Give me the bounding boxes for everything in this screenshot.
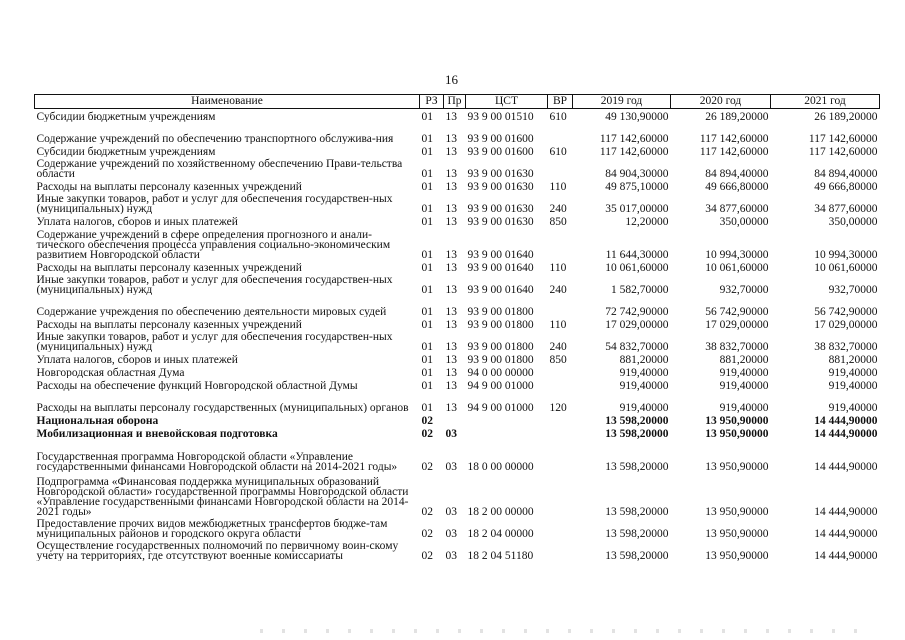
cell-name: Содержание учреждений в сфере определения прогнозного и анали-тического обеспечения процесса управления социально-экономическим развитием Новгородской области xyxy=(36,229,391,260)
cell-cst: 93 9 00 01510 xyxy=(467,111,534,122)
table-row xyxy=(35,192,880,214)
cell-cst xyxy=(466,426,548,439)
cell-pr: 03 xyxy=(445,461,457,472)
cell-pr: 13 xyxy=(445,402,457,413)
table-row xyxy=(35,227,880,260)
cell-2020: 117 142,60000 xyxy=(699,146,769,157)
table-row xyxy=(35,391,880,413)
cell-rz: 01 xyxy=(421,284,433,295)
cell-name: Расходы на выплаты персоналу казенных учреждений xyxy=(36,262,302,273)
cell-rz: 02 xyxy=(421,550,433,561)
cell-rz: 02 xyxy=(421,428,433,439)
table-row xyxy=(35,109,880,123)
cell-2020: 919,40000 xyxy=(719,402,769,413)
scan-artifact xyxy=(260,629,860,633)
cell-2019: 11 644,30000 xyxy=(605,249,669,260)
cell-rz: 01 xyxy=(421,181,433,192)
cell-2021: 919,40000 xyxy=(828,367,878,378)
cell-2019: 919,40000 xyxy=(619,402,669,413)
cell-vr: 850 xyxy=(549,354,567,365)
cell-rz: 01 xyxy=(421,341,433,352)
cell-2020: 34 877,60000 xyxy=(705,203,769,214)
cell-2021: 14 444,90000 xyxy=(814,428,878,439)
cell-cst: 94 9 00 01000 xyxy=(467,380,534,391)
cell-2019: 49 130,90000 xyxy=(605,111,669,122)
cell-2019: 117 142,60000 xyxy=(599,146,669,157)
cell-2020: 84 894,40000 xyxy=(705,168,769,179)
cell-rz: 01 xyxy=(421,203,433,214)
cell-cst: 93 9 00 01630 xyxy=(467,216,534,227)
cell-2019: 54 832,70000 xyxy=(605,341,669,352)
cell-rz: 02 xyxy=(421,415,433,426)
cell-vr xyxy=(548,413,573,426)
cell-rz: 01 xyxy=(421,306,433,317)
cell-pr: 13 xyxy=(445,380,457,391)
cell-pr: 03 xyxy=(445,550,457,561)
cell-pr: 13 xyxy=(445,284,457,295)
cell-vr xyxy=(548,227,573,260)
cell-pr: 13 xyxy=(445,146,457,157)
cell-pr xyxy=(444,413,466,426)
cell-rz: 01 xyxy=(421,402,433,413)
cell-pr: 03 xyxy=(445,506,457,517)
cell-2021: 14 444,90000 xyxy=(814,461,878,472)
cell-vr: 610 xyxy=(549,146,567,157)
cell-rz: 01 xyxy=(421,367,433,378)
cell-2021: 49 666,80000 xyxy=(814,181,878,192)
cell-name: Субсидии бюджетным учреждениям xyxy=(36,111,216,122)
cell-cst xyxy=(466,413,548,426)
cell-2021: 117 142,60000 xyxy=(808,146,878,157)
cell-2020: 919,40000 xyxy=(719,380,769,391)
cell-cst: 18 2 04 51180 xyxy=(467,550,534,561)
cell-vr: 240 xyxy=(549,203,567,214)
cell-2019: 13 598,20000 xyxy=(605,528,669,539)
table-row xyxy=(35,122,880,144)
cell-2020: 10 061,60000 xyxy=(705,262,769,273)
cell-2021: 56 742,90000 xyxy=(814,306,878,317)
cell-name: Содержание учреждения по обеспечению деятельности мировых судей xyxy=(36,306,387,317)
cell-pr: 13 xyxy=(445,319,457,330)
cell-cst: 93 9 00 01640 xyxy=(467,262,534,273)
cell-rz: 01 xyxy=(421,133,433,144)
cell-2020: 17 029,00000 xyxy=(705,319,769,330)
cell-2019: 13 598,20000 xyxy=(605,461,669,472)
cell-rz: 02 xyxy=(421,506,433,517)
table-row xyxy=(35,539,880,561)
cell-2020: 56 742,90000 xyxy=(705,306,769,317)
table-row xyxy=(35,426,880,439)
cell-2019: 13 598,20000 xyxy=(605,506,669,517)
cell-2020: 350,00000 xyxy=(719,216,769,227)
cell-name: Государственная программа Новгородской области «Управление государственными финансами Новгородской области на 2014-2021 годы» xyxy=(36,451,398,472)
cell-2019: 84 904,30000 xyxy=(605,168,669,179)
cell-name: Расходы на выплаты персоналу государственных (муниципальных) органов xyxy=(36,402,409,413)
cell-vr: 110 xyxy=(549,319,567,330)
cell-cst: 93 9 00 01640 xyxy=(467,284,534,295)
cell-2021: 14 444,90000 xyxy=(814,415,878,426)
cell-2021: 919,40000 xyxy=(828,380,878,391)
cell-vr xyxy=(548,439,573,472)
cell-pr: 13 xyxy=(445,354,457,365)
cell-2020: 117 142,60000 xyxy=(699,133,769,144)
table-row xyxy=(35,365,880,378)
cell-vr xyxy=(548,378,573,391)
cell-vr xyxy=(548,157,573,179)
cell-2021: 10 994,30000 xyxy=(814,249,878,260)
cell-vr: 240 xyxy=(549,341,567,352)
cell-rz: 01 xyxy=(421,249,433,260)
table-row xyxy=(35,179,880,192)
cell-cst: 93 9 00 01630 xyxy=(467,168,534,179)
cell-name: Национальная оборона xyxy=(36,415,159,426)
cell-name: Подпрограмма «Финансовая поддержка муниципальных образований Новгородской области» государственной программы Новгородской области «Управление государственными финансами Новгородской области на 2014-2021 годы» xyxy=(36,476,409,517)
cell-2020: 13 950,90000 xyxy=(705,415,769,426)
cell-vr xyxy=(548,517,573,539)
cell-2020: 13 950,90000 xyxy=(705,528,769,539)
cell-2020: 881,20000 xyxy=(719,354,769,365)
cell-vr xyxy=(548,295,573,317)
cell-rz: 01 xyxy=(421,146,433,157)
table-row xyxy=(35,273,880,295)
cell-2019: 1 582,70000 xyxy=(611,284,669,295)
cell-pr: 13 xyxy=(445,216,457,227)
cell-2019: 49 875,10000 xyxy=(605,181,669,192)
cell-name: Иные закупки товаров, работ и услуг для обеспечения государствен-ных (муниципальных) нужд xyxy=(36,331,393,352)
cell-cst: 18 0 00 00000 xyxy=(467,461,534,472)
table-row xyxy=(35,214,880,227)
table-row xyxy=(35,260,880,273)
cell-pr: 13 xyxy=(445,203,457,214)
cell-2019: 881,20000 xyxy=(619,354,669,365)
cell-rz: 02 xyxy=(421,528,433,539)
cell-name: Содержание учреждений по обеспечению транспортного обслужива-ния xyxy=(36,133,394,144)
col-header-2021: 2021 год xyxy=(771,95,880,109)
budget-table xyxy=(34,94,880,561)
table-row xyxy=(35,413,880,426)
table-row xyxy=(35,144,880,157)
cell-name: Расходы на выплаты персоналу казенных учреждений xyxy=(36,319,302,330)
table-row xyxy=(35,352,880,365)
cell-name: Содержание учреждений по хозяйственному обеспечению Прави-тельства области xyxy=(36,158,403,179)
cell-2019: 919,40000 xyxy=(619,367,669,378)
cell-name: Уплата налогов, сборов и иных платежей xyxy=(36,216,238,227)
cell-name: Мобилизационная и вневойсковая подготовка xyxy=(36,428,278,439)
table-row xyxy=(35,157,880,179)
cell-2019: 13 598,20000 xyxy=(605,550,669,561)
cell-cst: 18 2 00 00000 xyxy=(467,506,534,517)
table-body xyxy=(35,109,880,562)
cell-2020: 13 950,90000 xyxy=(705,428,769,439)
cell-name: Иные закупки товаров, работ и услуг для обеспечения государствен-ных (муниципальных) нужд xyxy=(36,193,393,214)
cell-vr: 240 xyxy=(549,284,567,295)
cell-2021: 34 877,60000 xyxy=(814,203,878,214)
cell-pr: 13 xyxy=(445,111,457,122)
cell-pr: 03 xyxy=(445,528,457,539)
cell-vr xyxy=(548,426,573,439)
cell-2021: 17 029,00000 xyxy=(814,319,878,330)
cell-2019: 13 598,20000 xyxy=(605,428,669,439)
cell-vr: 850 xyxy=(549,216,567,227)
cell-cst: 93 9 00 01800 xyxy=(467,306,534,317)
cell-2020: 10 994,30000 xyxy=(705,249,769,260)
cell-2021: 38 832,70000 xyxy=(814,341,878,352)
table-row xyxy=(35,517,880,539)
cell-pr: 13 xyxy=(445,168,457,179)
cell-pr: 13 xyxy=(445,341,457,352)
cell-rz: 01 xyxy=(421,354,433,365)
cell-2020: 919,40000 xyxy=(719,367,769,378)
cell-name: Новгородская областная Дума xyxy=(36,367,185,378)
cell-pr: 03 xyxy=(445,428,457,439)
cell-name: Уплата налогов, сборов и иных платежей xyxy=(36,354,238,365)
cell-cst: 93 9 00 01640 xyxy=(467,249,534,260)
cell-pr: 13 xyxy=(445,133,457,144)
cell-cst: 93 9 00 01630 xyxy=(467,181,534,192)
cell-vr xyxy=(548,122,573,144)
cell-2021: 881,20000 xyxy=(828,354,878,365)
cell-rz: 01 xyxy=(421,111,433,122)
cell-2019: 17 029,00000 xyxy=(605,319,669,330)
cell-2019: 72 742,90000 xyxy=(605,306,669,317)
cell-2019: 117 142,60000 xyxy=(599,133,669,144)
cell-2021: 350,00000 xyxy=(828,216,878,227)
cell-vr xyxy=(548,365,573,378)
cell-rz: 01 xyxy=(421,168,433,179)
cell-rz: 01 xyxy=(421,319,433,330)
header-row xyxy=(35,95,880,109)
cell-name: Субсидии бюджетным учреждениям xyxy=(36,146,216,157)
cell-rz: 01 xyxy=(421,380,433,391)
cell-rz: 02 xyxy=(421,461,433,472)
cell-rz: 01 xyxy=(421,262,433,273)
cell-vr: 610 xyxy=(549,111,567,122)
cell-cst: 93 9 00 01630 xyxy=(467,203,534,214)
cell-cst: 93 9 00 01600 xyxy=(467,133,534,144)
cell-2019: 919,40000 xyxy=(619,380,669,391)
page-number: 16 xyxy=(445,72,458,87)
col-header-cst: ЦСТ xyxy=(466,95,548,109)
col-header-2020: 2020 год xyxy=(671,95,771,109)
cell-vr: 110 xyxy=(549,262,567,273)
cell-name: Предоставление прочих видов межбюджетных трансфертов бюдже-там муниципальных районов и городского округа области xyxy=(36,518,388,539)
cell-2021: 932,70000 xyxy=(828,284,878,295)
cell-rz: 01 xyxy=(421,216,433,227)
col-header-rz: РЗ xyxy=(420,95,444,109)
cell-2020: 26 189,20000 xyxy=(705,111,769,122)
cell-2021: 84 894,40000 xyxy=(814,168,878,179)
cell-2020: 13 950,90000 xyxy=(705,461,769,472)
cell-2019: 13 598,20000 xyxy=(605,415,669,426)
col-header-2019: 2019 год xyxy=(573,95,671,109)
cell-pr: 13 xyxy=(445,181,457,192)
cell-2019: 12,20000 xyxy=(625,216,669,227)
cell-2021: 10 061,60000 xyxy=(814,262,878,273)
cell-name: Иные закупки товаров, работ и услуг для обеспечения государствен-ных (муниципальных) нужд xyxy=(36,274,393,295)
cell-cst: 93 9 00 01800 xyxy=(467,354,534,365)
cell-2021: 14 444,90000 xyxy=(814,550,878,561)
col-header-vr: ВР xyxy=(548,95,573,109)
cell-2021: 14 444,90000 xyxy=(814,506,878,517)
table-row xyxy=(35,439,880,472)
cell-cst: 93 9 00 01800 xyxy=(467,341,534,352)
cell-2019: 35 017,00000 xyxy=(605,203,669,214)
cell-pr: 13 xyxy=(445,262,457,273)
cell-vr: 120 xyxy=(549,402,567,413)
cell-pr: 13 xyxy=(445,367,457,378)
cell-cst: 94 9 00 01000 xyxy=(467,402,534,413)
cell-2020: 13 950,90000 xyxy=(705,506,769,517)
cell-pr: 13 xyxy=(445,306,457,317)
cell-2019: 10 061,60000 xyxy=(605,262,669,273)
cell-2020: 13 950,90000 xyxy=(705,550,769,561)
cell-2021: 14 444,90000 xyxy=(814,528,878,539)
cell-cst: 18 2 04 00000 xyxy=(467,528,534,539)
cell-name: Осуществление государственных полномочий по первичному воин-скому учету на территориях, где отсутствуют военные комиссариаты xyxy=(36,540,399,561)
table-row xyxy=(35,330,880,352)
cell-pr: 13 xyxy=(445,249,457,260)
table-row xyxy=(35,295,880,317)
cell-2021: 919,40000 xyxy=(828,402,878,413)
cell-cst: 94 0 00 00000 xyxy=(467,367,534,378)
cell-vr xyxy=(548,472,573,517)
cell-name: Расходы на обеспечение функций Новгородской областной Думы xyxy=(36,380,358,391)
cell-2020: 38 832,70000 xyxy=(705,341,769,352)
cell-2020: 49 666,80000 xyxy=(705,181,769,192)
cell-2020: 932,70000 xyxy=(719,284,769,295)
cell-vr xyxy=(548,539,573,561)
cell-2021: 117 142,60000 xyxy=(808,133,878,144)
col-header-pr: Пр xyxy=(444,95,466,109)
cell-cst: 93 9 00 01600 xyxy=(467,146,534,157)
table-row xyxy=(35,317,880,330)
cell-vr: 110 xyxy=(549,181,567,192)
cell-name: Расходы на выплаты персоналу казенных учреждений xyxy=(36,181,302,192)
cell-2021: 26 189,20000 xyxy=(814,111,878,122)
table-row xyxy=(35,472,880,517)
table-row xyxy=(35,378,880,391)
col-header-name: Наименование xyxy=(35,95,420,109)
cell-cst: 93 9 00 01800 xyxy=(467,319,534,330)
